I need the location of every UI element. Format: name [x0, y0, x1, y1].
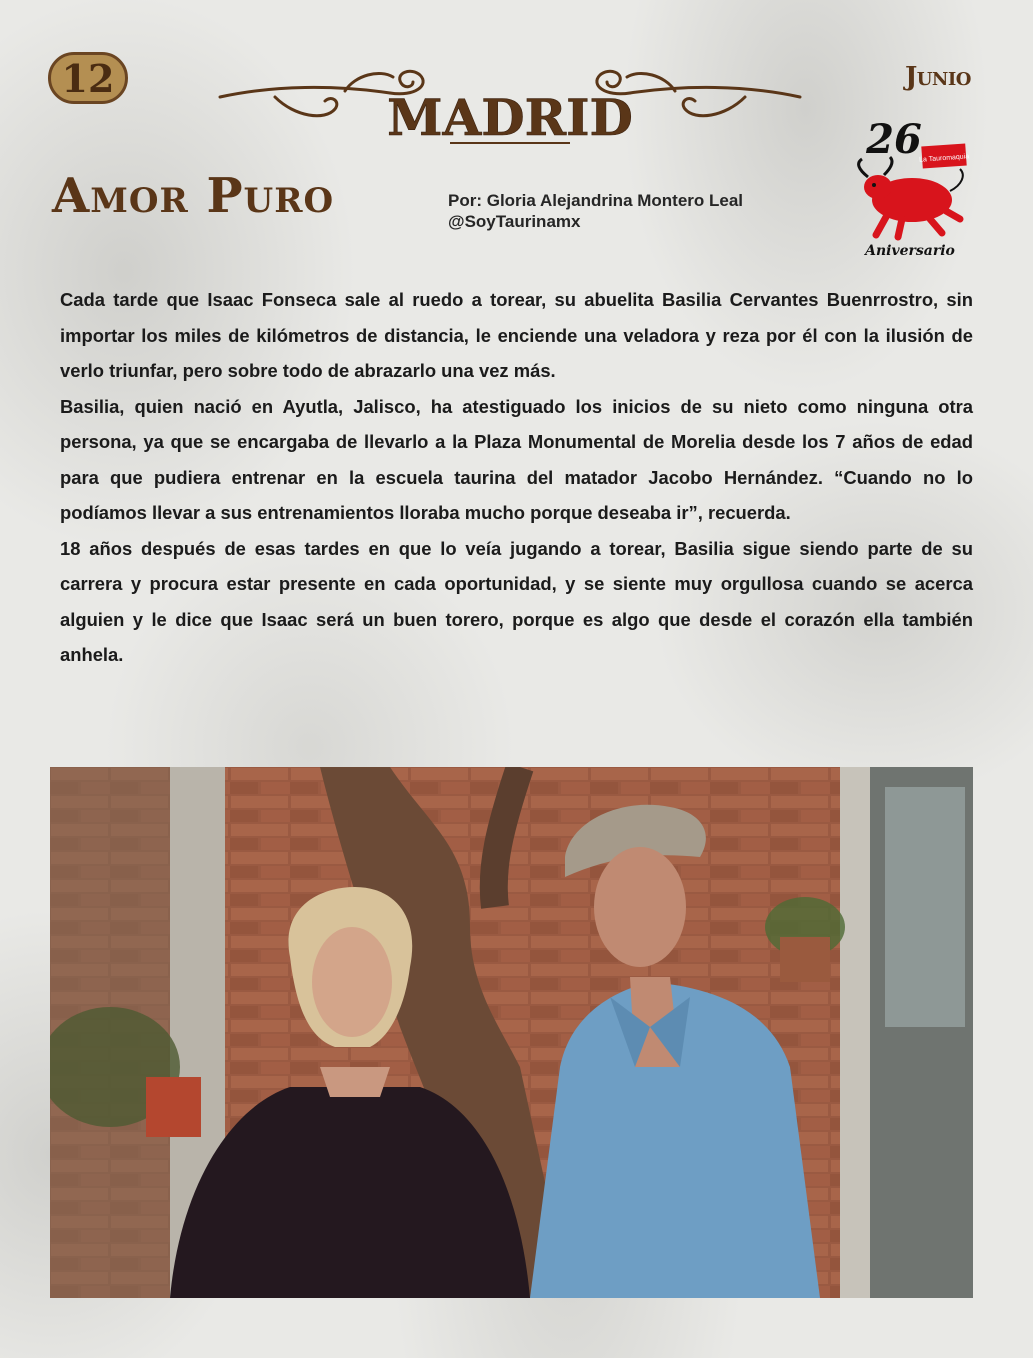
issue-month: Junio: [904, 62, 971, 92]
madrid-masthead-logo: [215, 55, 805, 150]
paragraph-3: 18 años después de esas tardes en que lo veía jugando a torear, Basilia sigue siendo parte de su carrera y procura estar presente en cada oportunidad, y se siente muy orgullosa cuando se acerca alguien y le dice que Isaac será un buen torero, porque es algo que desde el corazón ella también anhela.: [60, 537, 973, 665]
paragraph-2: Basilia, quien nació en Ayutla, Jalisco, ha atestiguado los inicios de su nieto como ninguna otra persona, ya que se encargaba de llevarlo a la Plaza Monumental de Morelia desde los 7 años de edad para que pudiera entrenar en la escuela taurina del matador Jacobo Hernández. “Cuando no lo podíamos llevar a sus entrenamientos lloraba mucho porque deseaba ir”, recuerda.: [60, 395, 973, 523]
article-photo: [50, 767, 973, 1298]
anniversary-word: Aniversario: [865, 243, 955, 259]
anniversary-logo: [850, 115, 970, 260]
byline-author: Por: Gloria Alejandrina Montero Leal: [448, 191, 744, 210]
byline: [448, 190, 743, 232]
paragraph-1: Cada tarde que Isaac Fonseca sale al ruedo a torear, su abuelita Basilia Cervantes Buenrrostro, sin importar los miles de kilómetros de distancia, le enciende una veladora y reza por él con la ilusión de verlo triunfar, pero sobre todo de abrazarlo una vez más.: [60, 289, 973, 381]
article-body: [60, 282, 973, 673]
anniversary-number: 26: [866, 116, 922, 163]
anniversary-tag: La Tauromaquia: [918, 153, 970, 164]
page-number-badge: [48, 52, 128, 104]
bull-icon: [859, 157, 963, 237]
byline-handle: @SoyTaurinamx: [448, 212, 581, 231]
page-number: 12: [61, 55, 115, 101]
article-title: Amor Puro: [52, 168, 335, 224]
masthead-title: MADRID: [387, 88, 633, 147]
